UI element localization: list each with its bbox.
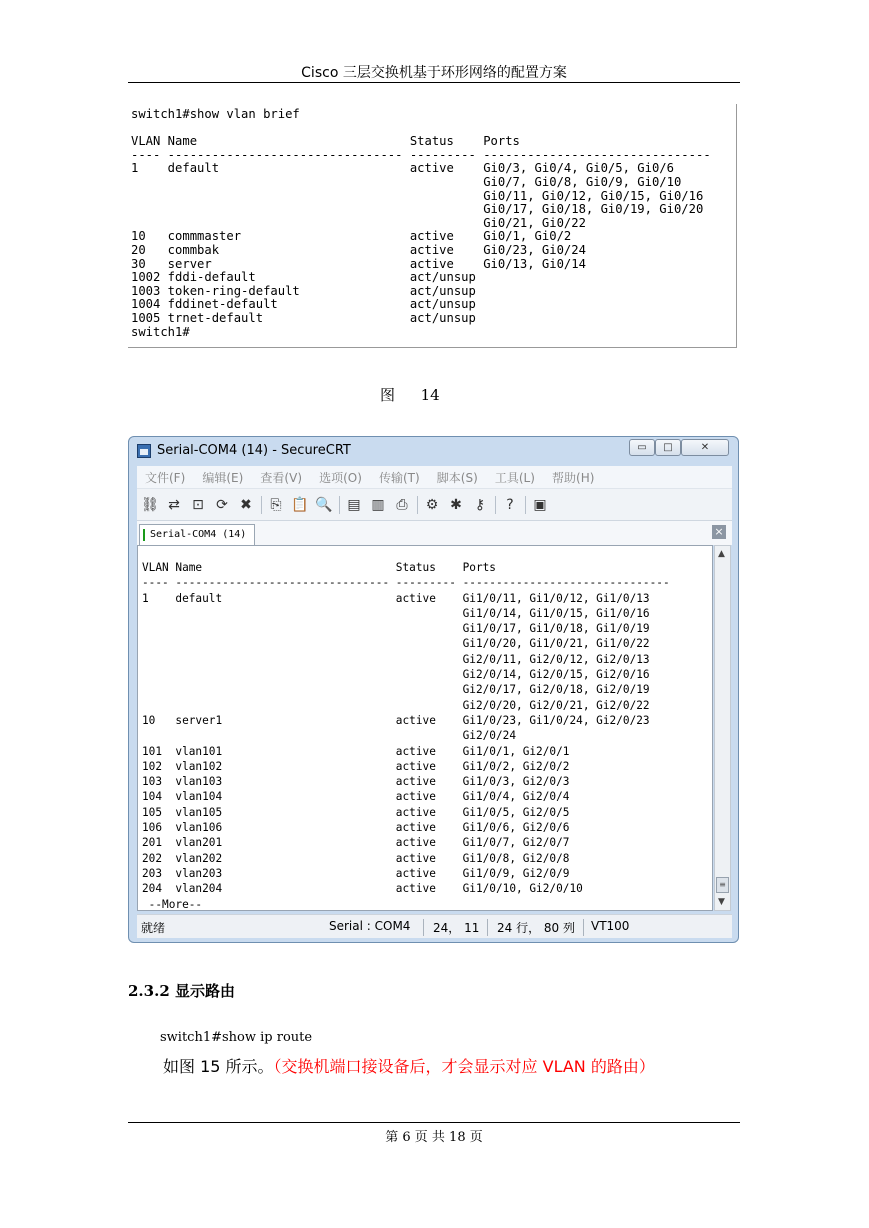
menu-file[interactable]: 文件(F) — [145, 471, 186, 485]
command-line: switch1#show ip route — [160, 1030, 313, 1045]
menu-tools[interactable]: 工具(L) — [494, 471, 535, 485]
menu-edit[interactable]: 编辑(E) — [202, 471, 244, 485]
toolbar-separator — [261, 496, 262, 514]
vertical-scrollbar[interactable] — [714, 545, 731, 911]
window-icon[interactable]: ▣ — [533, 497, 547, 513]
paragraph-note: （交换机端口接设备后，才会显示对应 VLAN 的路由） — [273, 1057, 655, 1076]
status-separator — [583, 919, 584, 936]
global-options-icon[interactable]: ✱ — [450, 497, 462, 513]
reconnect-icon[interactable]: ⟳ — [216, 497, 228, 513]
toolbar — [137, 488, 732, 521]
copy-icon[interactable]: ⎘ — [270, 497, 282, 513]
page-footer: 第 6 页 共 18 页 — [385, 1130, 483, 1145]
status-separator — [423, 919, 424, 936]
menu-transfer[interactable]: 传输(T) — [379, 471, 420, 485]
toolbar-separator — [339, 496, 340, 514]
page-header: Cisco 三层交换机基于环形网络的配置方案 — [301, 65, 567, 81]
paste-icon[interactable]: 📋 — [291, 497, 309, 513]
terminal-output: VLAN Name Status Ports ---- -------------------------------- --------- ------------------------------- 1 default active Gi1/0/11, Gi1/0/12, Gi1/0/13 Gi1/0/14, Gi1/0/15, Gi1/0/16 Gi1/0/17, Gi1/0/18, Gi1/0/19 Gi1/0/20, Gi1/0/21, Gi1/0/22 Gi2/0/11, Gi2/0/12, Gi2/0/13 Gi2/0/14, Gi2/0/15, Gi2/0/16 Gi2/0/17, Gi2/0/18, Gi2/0/19 Gi2/0/20, Gi2/0/21, Gi2/0/22 10 server1 active Gi1/0/23, Gi1/0/24, Gi2/0/23 Gi2/0/24 101 vlan101 active Gi1/0/1, Gi2/0/1 102 vlan102 active Gi1/0/2, Gi2/0/2 103 vlan103 active Gi1/0/3, Gi2/0/3 104 vlan104 active Gi1/0/4, Gi2/0/4 105 vlan105 active Gi1/0/5, Gi2/0/5 106 vlan106 active Gi1/0/6, Gi2/0/6 201 vlan201 active Gi1/0/7, Gi2/0/7 202 vlan202 active Gi1/0/8, Gi2/0/8 203 vlan203 active Gi1/0/9, Gi2/0/9 204 vlan204 active Gi1/0/10, Gi2/0/10 --More-- — [142, 561, 670, 911]
toolbar-separator — [495, 496, 496, 514]
menu-help[interactable]: 帮助(H) — [552, 471, 595, 485]
scroll-up-icon[interactable]: ▲ — [718, 549, 725, 559]
section-title: 2.3.2 显示路由 — [128, 982, 235, 1000]
menu-options[interactable]: 选项(O) — [319, 471, 362, 485]
print-setup-icon[interactable]: ▤ — [347, 497, 361, 513]
status-cursor: 24， 11 — [433, 921, 480, 935]
figure-14-terminal — [128, 104, 737, 348]
status-emulation: VT100 — [591, 919, 630, 933]
print-selection-icon[interactable]: ▥ — [371, 497, 385, 513]
window-title: Serial-COM4 (14) - SecureCRT — [157, 443, 351, 458]
menu-bar — [137, 466, 732, 488]
toolbar-separator — [417, 496, 418, 514]
title-bar — [129, 437, 738, 465]
securecrt-window — [128, 436, 739, 943]
paragraph-text: 如图 15 所示。 — [163, 1057, 274, 1076]
scroll-thumb[interactable]: ≡ — [716, 877, 729, 893]
status-separator — [487, 919, 488, 936]
menu-view[interactable]: 查看(V) — [260, 471, 302, 485]
print-icon[interactable]: ⎙ — [396, 497, 408, 513]
securecrt-app-icon — [137, 444, 151, 458]
footer-rule — [128, 1122, 740, 1123]
key-icon[interactable]: ⚷ — [474, 497, 486, 513]
scroll-down-icon[interactable]: ▼ — [718, 897, 725, 907]
figure-14-terminal-text: switch1#show vlan brief VLAN Name Status Ports ---- -------------------------------- --------- ------------------------------- 1 default active Gi0/3, Gi0/4, Gi0/5, Gi0/6 Gi0/7, Gi0/8, Gi0/9, Gi0/10 Gi0/11, Gi0/12, Gi0/15, Gi0/16 Gi0/17, Gi0/18, Gi0/19, Gi0/20 Gi0/21, Gi0/22 10 commmaster active Gi0/1, Gi0/2 20 commbak active Gi0/23, Gi0/24 30 server active Gi0/13, Gi0/14 1002 fddi-default act/unsup 1003 token-ring-default act/unsup 1004 fddinet-default act/unsup 1005 trnet-default act/unsup switch1# — [131, 107, 711, 339]
help-icon[interactable]: ? — [506, 497, 514, 513]
status-bar — [137, 914, 732, 938]
disconnect-icon[interactable]: ✖ — [240, 497, 252, 513]
toolbar-separator — [525, 496, 526, 514]
terminal-screen[interactable] — [137, 545, 713, 911]
status-size: 24 行， 80 列 — [497, 921, 575, 935]
tab-serial-com4[interactable]: Serial-COM4 (14) — [139, 524, 255, 545]
quick-connect-icon[interactable]: ⇄ — [168, 497, 180, 513]
connect-icon[interactable]: ⛓ — [141, 497, 159, 513]
maximize-button[interactable]: □ — [655, 439, 681, 456]
paragraph — [163, 1054, 655, 1077]
close-button[interactable]: ✕ — [681, 439, 729, 456]
close-tab-icon[interactable]: × — [712, 525, 726, 539]
menu-script[interactable]: 脚本(S) — [436, 471, 478, 485]
status-ready: 就绪 — [141, 921, 166, 935]
caption-number: 14 — [420, 386, 440, 404]
status-connection: Serial : COM4 — [329, 919, 411, 933]
figure-14-caption — [380, 384, 500, 405]
connect-tab-icon[interactable]: ⊡ — [192, 497, 204, 513]
session-options-icon[interactable]: ⚙ — [425, 497, 439, 513]
find-icon[interactable]: 🔍 — [315, 497, 333, 513]
header-rule — [128, 82, 740, 83]
tab-bar — [137, 520, 732, 545]
caption-label: 图 — [380, 386, 396, 404]
minimize-button[interactable]: ▭ — [629, 439, 655, 456]
